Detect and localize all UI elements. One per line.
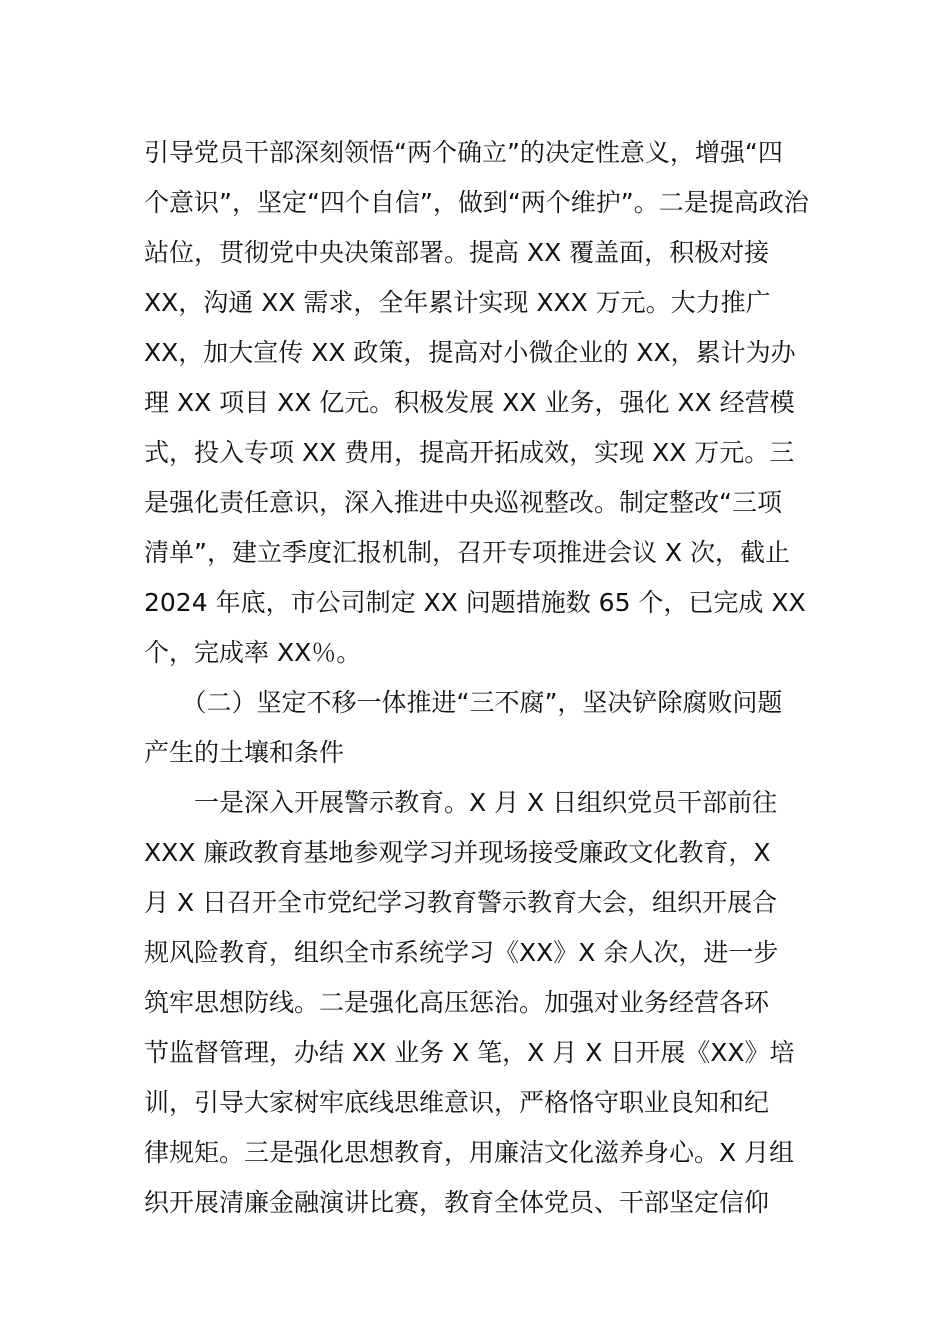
paragraph-1 — [144, 128, 810, 678]
text-line: 站位，贯彻党中央决策部署。提高 XX 覆盖面，积极对接 — [144, 238, 770, 267]
document-body — [144, 128, 810, 1228]
text-line: 节监督管理，办结 XX 业务 X 笔，X 月 X 日开展《XX》培 — [144, 1038, 795, 1067]
text-line: 织开展清廉金融演讲比赛，教育全体党员、干部坚定信仰 — [144, 1188, 770, 1217]
text-line: 个意识”，坚定“四个自信”，做到“两个维护”。二是提高政治 — [144, 188, 809, 217]
text-line: 筑牢思想防线。二是强化高压惩治。加强对业务经营各环 — [144, 988, 770, 1017]
text-line: XXX 廉政教育基地参观学习并现场接受廉政文化教育，X — [144, 838, 771, 867]
text-line: 清单”，建立季度汇报机制，召开专项推进会议 X 次，截止 — [144, 538, 790, 567]
text-line: 是强化责任意识，深入推进中央巡视整改。制定整改“三项 — [144, 488, 782, 517]
text-line: 训，引导大家树牢底线思维意识，严格恪守职业良知和纪 — [144, 1088, 770, 1117]
text-line: XX，沟通 XX 需求，全年累计实现 XXX 万元。大力推广 — [144, 288, 771, 317]
heading-line: 产生的土壤和条件 — [144, 738, 345, 767]
text-line: XX，加大宣传 XX 政策，提高对小微企业的 XX，累计为办 — [144, 338, 796, 367]
section-heading — [144, 678, 810, 778]
heading-line: （二）坚定不移一体推进“三不腐”，坚决铲除腐败问题 — [144, 688, 783, 717]
text-line: 律规矩。三是强化思想教育，用廉洁文化滋养身心。X 月组 — [144, 1138, 795, 1167]
text-line: 一是深入开展警示教育。X 月 X 日组织党员干部前往 — [144, 788, 778, 817]
text-line: 2024 年底，市公司制定 XX 问题措施数 65 个，已完成 XX — [144, 588, 806, 617]
text-line: 理 XX 项目 XX 亿元。积极发展 XX 业务，强化 XX 经营模 — [144, 388, 795, 417]
text-line: 个，完成率 XX％。 — [144, 638, 362, 667]
text-line: 月 X 日召开全市党纪学习教育警示教育大会，组织开展合 — [144, 888, 778, 917]
text-line: 式，投入专项 XX 费用，提高开拓成效，实现 XX 万元。三 — [144, 438, 795, 467]
text-line: 引导党员干部深刻领悟“两个确立”的决定性意义，增强“四 — [144, 138, 783, 167]
paragraph-2 — [144, 778, 810, 1228]
text-line: 规风险教育，组织全市系统学习《XX》X 余人次，进一步 — [144, 938, 779, 967]
